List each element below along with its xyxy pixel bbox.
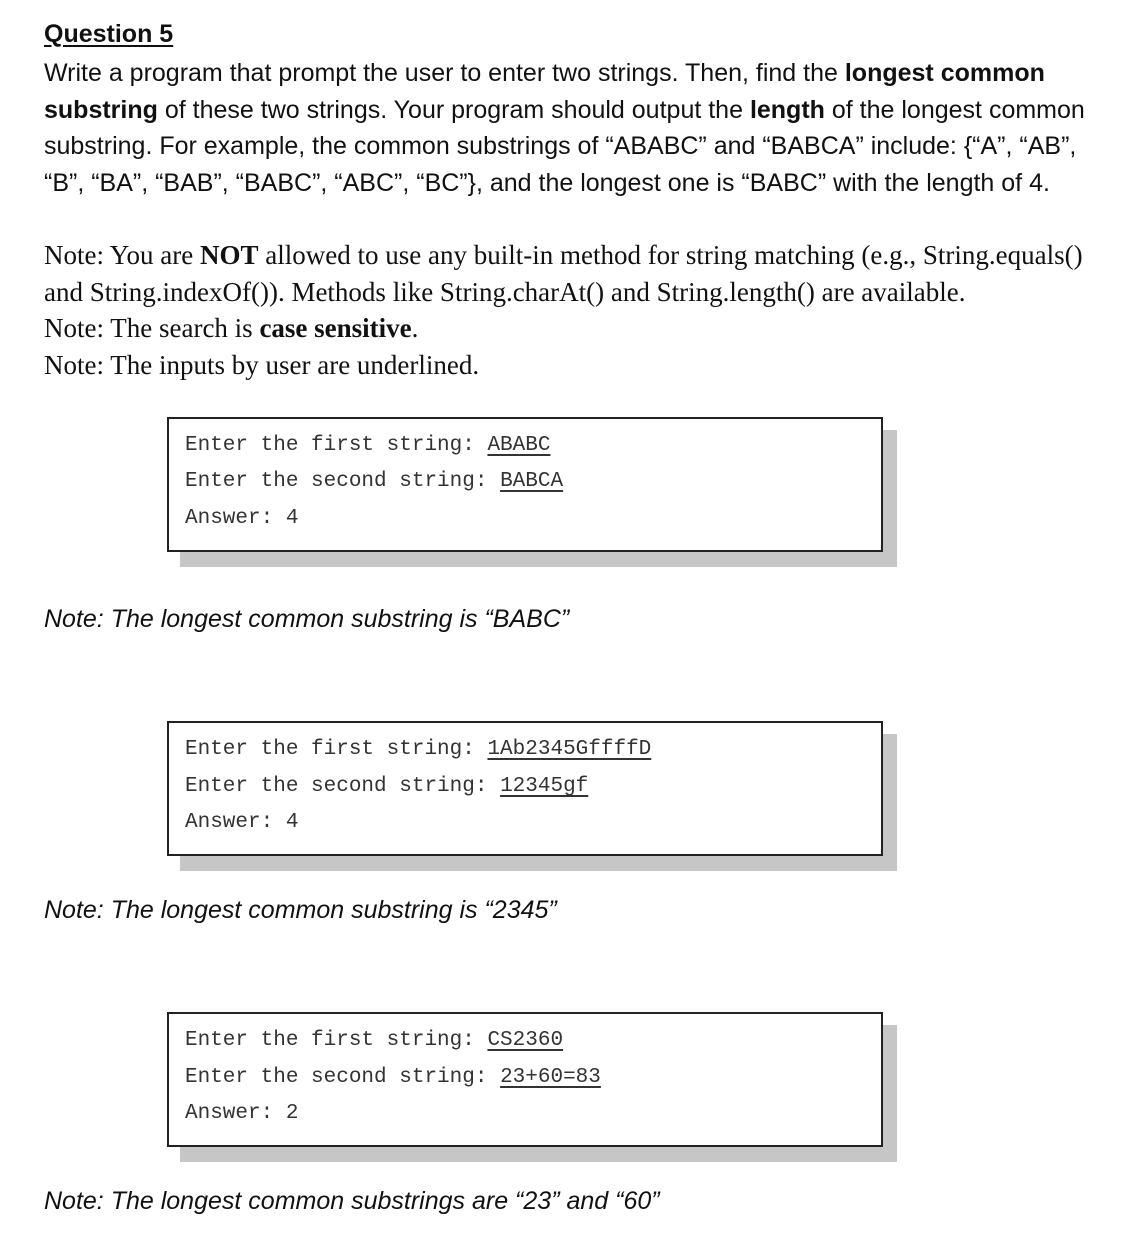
console-line-first	[185, 738, 651, 761]
prompt-first: Enter the first string:	[185, 738, 488, 761]
user-input-first: CS2360	[487, 1029, 564, 1052]
console-line-first	[185, 1029, 563, 1052]
note-text: allowed to use any built-in method for string matching (e.g., String.equals() and String.indexOf()). Methods like String.charAt() and String.length() are available.	[44, 240, 1083, 307]
console-output	[167, 721, 883, 856]
console-line-first	[185, 434, 550, 457]
example-caption-3: Note: The longest common substrings are “23” and “60”	[44, 1187, 660, 1215]
intro-text-2: of these two strings. Your program should output the	[157, 95, 750, 124]
console-output	[167, 1012, 883, 1147]
console-answer: Answer: 4	[185, 811, 299, 834]
prompt-first: Enter the first string:	[185, 1029, 488, 1052]
intro-bold-1: longest common substring	[44, 59, 1045, 124]
example-box-2	[167, 721, 897, 871]
prompt-second: Enter the second string:	[185, 775, 501, 798]
intro-text-3: of the longest common substring. For example, the common substrings of “ABABC” and “BABCA” include: {“A”, “AB”, “B”, “BA”, “BAB”, “BABC”, “ABC”, “BC”}, and the longest one is “BABC” with the length of 4.	[44, 95, 1085, 198]
user-input-second: BABCA	[500, 470, 564, 493]
user-input-first: 1Ab2345GffffD	[487, 738, 652, 761]
console-answer: Answer: 2	[185, 1102, 299, 1125]
user-input-second: 12345gf	[500, 775, 589, 798]
question-title: Question 5	[44, 20, 174, 48]
note-text: .	[411, 313, 419, 344]
user-input-first: ABABC	[487, 434, 551, 457]
intro-bold-2: length	[749, 95, 825, 124]
note-bold: NOT	[200, 240, 259, 270]
console-line-second	[185, 775, 588, 798]
example-caption-1: Note: The longest common substring is “BABC”	[44, 605, 570, 633]
user-input-second: 23+60=83	[500, 1066, 601, 1089]
note-builtin	[44, 237, 1124, 310]
console-line-second	[185, 470, 563, 493]
example-box-1	[167, 417, 897, 567]
notes-block	[44, 237, 1124, 384]
note-case	[44, 310, 1124, 347]
example-caption-2: Note: The longest common substring is “2345”	[44, 896, 557, 924]
note-text: Note: You are	[44, 240, 200, 270]
example-box-3	[167, 1012, 897, 1162]
question-intro	[44, 55, 1114, 202]
console-output	[167, 417, 883, 552]
prompt-second: Enter the second string:	[185, 470, 501, 493]
prompt-second: Enter the second string:	[185, 1066, 501, 1089]
prompt-first: Enter the first string:	[185, 434, 488, 457]
console-answer: Answer: 4	[185, 507, 299, 530]
note-bold: case sensitive	[259, 313, 412, 344]
note-text: Note: The search is	[44, 313, 260, 344]
console-line-second	[185, 1066, 601, 1089]
note-underline: Note: The inputs by user are underlined.	[44, 350, 480, 381]
intro-text-1: Write a program that prompt the user to enter two strings. Then, find the	[44, 59, 845, 87]
